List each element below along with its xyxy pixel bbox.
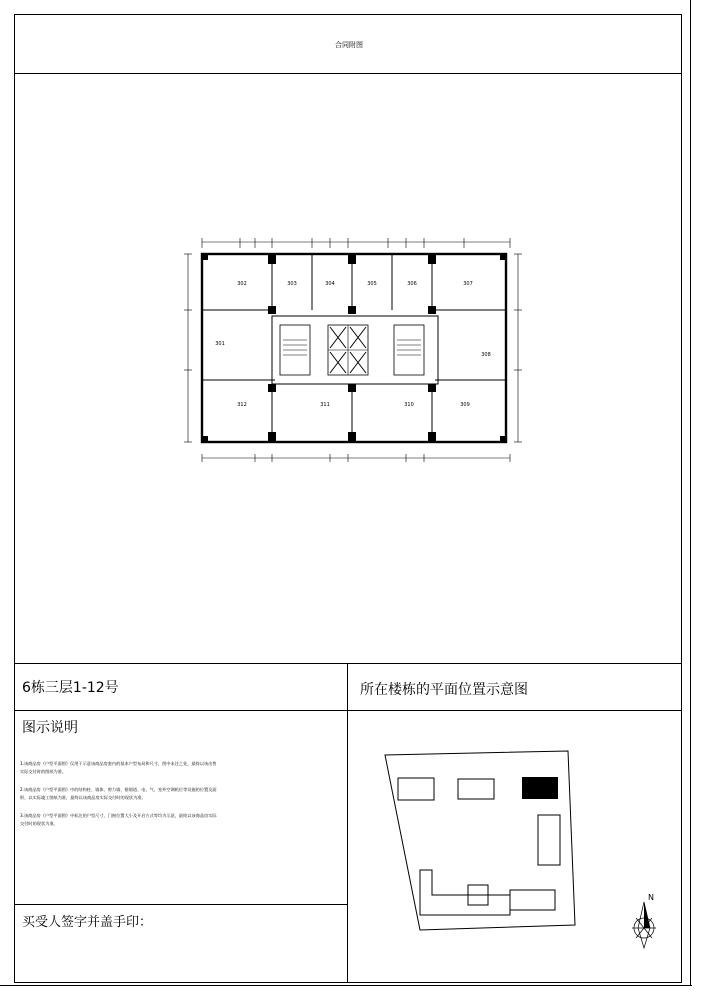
legend-title: 图示说明 xyxy=(22,720,78,736)
unit-label: 312 xyxy=(237,402,247,408)
panel-top-rule xyxy=(14,663,682,664)
unit-label: 302 xyxy=(237,281,247,287)
outer-border-bottom xyxy=(0,985,692,986)
legend-notes xyxy=(20,760,220,838)
site-location-map xyxy=(380,745,580,935)
note-item: 3.该商品房《户型平面图》中标注的户型尺寸，门窗位置大小及开启方式等均为示意，最终以该商品房实际交付时的现状为准。 xyxy=(20,813,217,826)
note-item: 1.该商品房《户型平面图》仅用于示意该商品房套内的基本户型布局和尺寸，图中未注之处，最终以该出售实际交付时的图纸为准。 xyxy=(20,761,217,774)
signature-rule xyxy=(14,904,348,905)
highlighted-building xyxy=(522,777,558,799)
building-outline xyxy=(458,779,494,799)
floor-plan xyxy=(180,230,525,470)
compass-icon xyxy=(626,888,666,958)
header-divider xyxy=(14,73,682,74)
unit-label: 301 xyxy=(215,341,225,347)
panel-center-divider xyxy=(347,663,348,983)
panel-title-rule xyxy=(14,710,682,711)
unit-label: 308 xyxy=(481,352,491,358)
unit-label: 310 xyxy=(404,402,414,408)
unit-label: 309 xyxy=(460,402,470,408)
unit-title: 6栋三层1-12号 xyxy=(22,680,119,696)
compass-north-label: N xyxy=(648,893,654,902)
walls xyxy=(202,254,506,442)
unit-label: 305 xyxy=(367,281,377,287)
location-title: 所在楼栋的平面位置示意图 xyxy=(360,682,528,698)
building-outline xyxy=(538,815,560,865)
unit-label: 304 xyxy=(325,281,335,287)
outer-border-right xyxy=(690,0,691,985)
unit-label: 303 xyxy=(287,281,297,287)
unit-label: 307 xyxy=(463,281,473,287)
building-outline xyxy=(510,890,555,910)
columns xyxy=(202,254,506,442)
unit-label: 306 xyxy=(407,281,417,287)
building-outline xyxy=(398,778,434,800)
note-item: 2.该商品房《户型平面图》中的结构柱、墙体、剪力墙、排烟道、电、气、室外空调机位等设施的位置及面积，以实际竣工图纸为准，最终以该商品房实际交付时的现状为准。 xyxy=(20,787,217,800)
signature-label: 买受人签字并盖手印： xyxy=(22,915,153,930)
header-title: 合同附图 xyxy=(335,41,363,49)
building-outline xyxy=(420,870,510,915)
unit-label: 311 xyxy=(320,402,330,408)
